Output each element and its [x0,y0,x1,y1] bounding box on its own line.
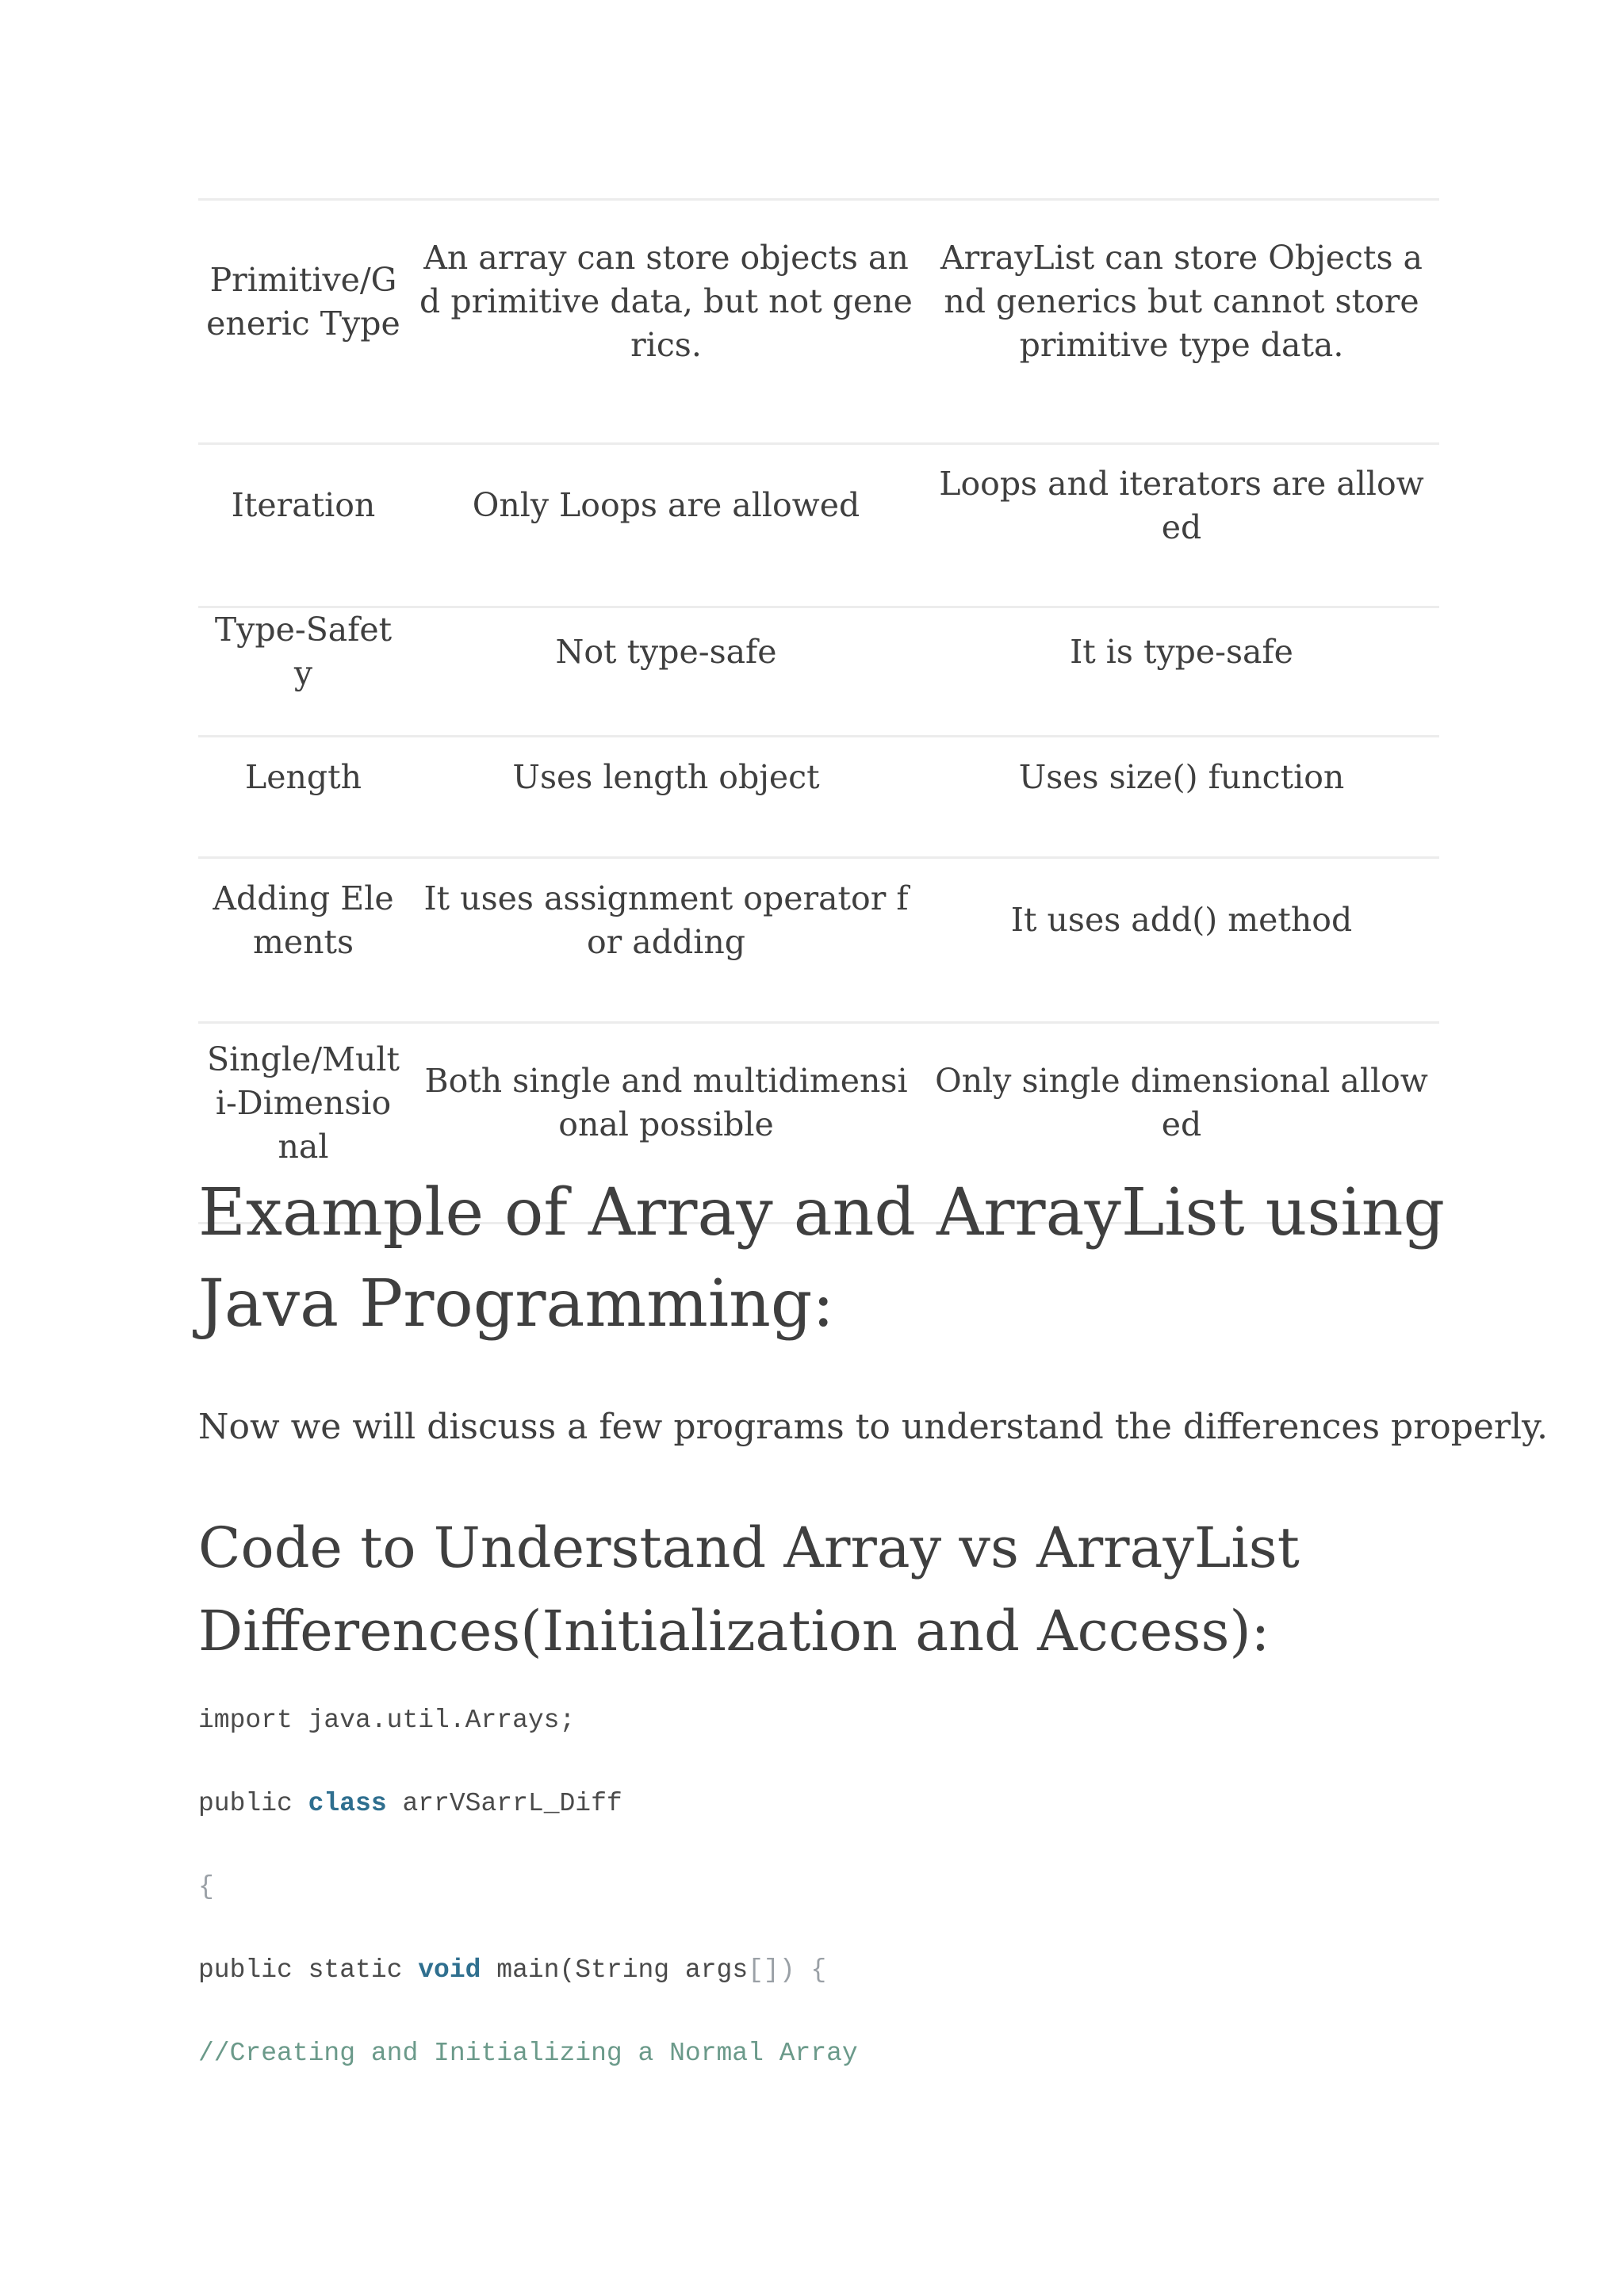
code-punctuation: { [198,1872,214,1901]
feature-cell: Single/Multi-Dimensional [206,1040,400,1166]
arraylist-cell: Only single dimensional allowed [935,1062,1428,1143]
intro-paragraph: Now we will discuss a few programs to understand the differences properly. [198,1407,1549,1447]
feature-cell: Iteration [231,486,376,524]
arraylist-cell: It is type-safe [1070,632,1293,671]
code-text: import java.util.Arrays; [198,1706,576,1735]
feature-cell: Type-Safety [214,611,393,692]
table-row [198,607,1439,737]
code-text: public static [198,1955,419,1985]
feature-cell: Primitive/Generic Type [206,260,400,343]
feature-cell: Length [244,757,362,796]
code-subheading: Code to Understand Array vs ArrayList Differences(Initialization and Access): [198,1515,1300,1664]
arraylist-cell: ArrayList can store Objects and generics but cannot store primitive type data. [940,239,1423,364]
array-cell: It uses assignment operator for adding [423,879,909,961]
code-line-import [198,1705,1439,1737]
code-text: main(String args [481,1955,749,1985]
table-row [198,200,1439,444]
document-page [198,198,1549,2068]
array-cell: Only Loops are allowed [472,486,860,524]
code-line-comment [198,2038,1439,2070]
code-punctuation: []) { [748,1955,827,1985]
array-cell: An array can store objects and primitive data, but not generics. [419,239,913,364]
code-line-main [198,1955,1439,1986]
code-line-class [198,1788,1439,1820]
arraylist-cell: It uses add() method [1010,901,1353,939]
feature-cell: Adding Elements [213,879,394,961]
array-cell: Both single and multidimensional possible [424,1062,908,1143]
arraylist-cell: Loops and iterators are allowed [939,464,1424,546]
code-line-brace [198,1871,1439,1903]
table-row [198,737,1439,858]
table-row [198,444,1439,607]
code-keyword: class [308,1789,387,1818]
section-heading: Example of Array and ArrayList using Java Programming: [198,1175,1446,1342]
code-text: arrVSarrL_Diff [386,1789,622,1818]
table-row [198,858,1439,1023]
code-keyword: void [418,1955,481,1985]
code-comment: //Creating and Initializing a Normal Array [198,2039,858,2068]
array-cell: Uses length object [512,757,820,796]
comparison-table [198,198,1439,1224]
array-cell: Not type-safe [555,632,777,671]
code-text: public [198,1789,308,1818]
arraylist-cell: Uses size() function [1018,757,1345,796]
